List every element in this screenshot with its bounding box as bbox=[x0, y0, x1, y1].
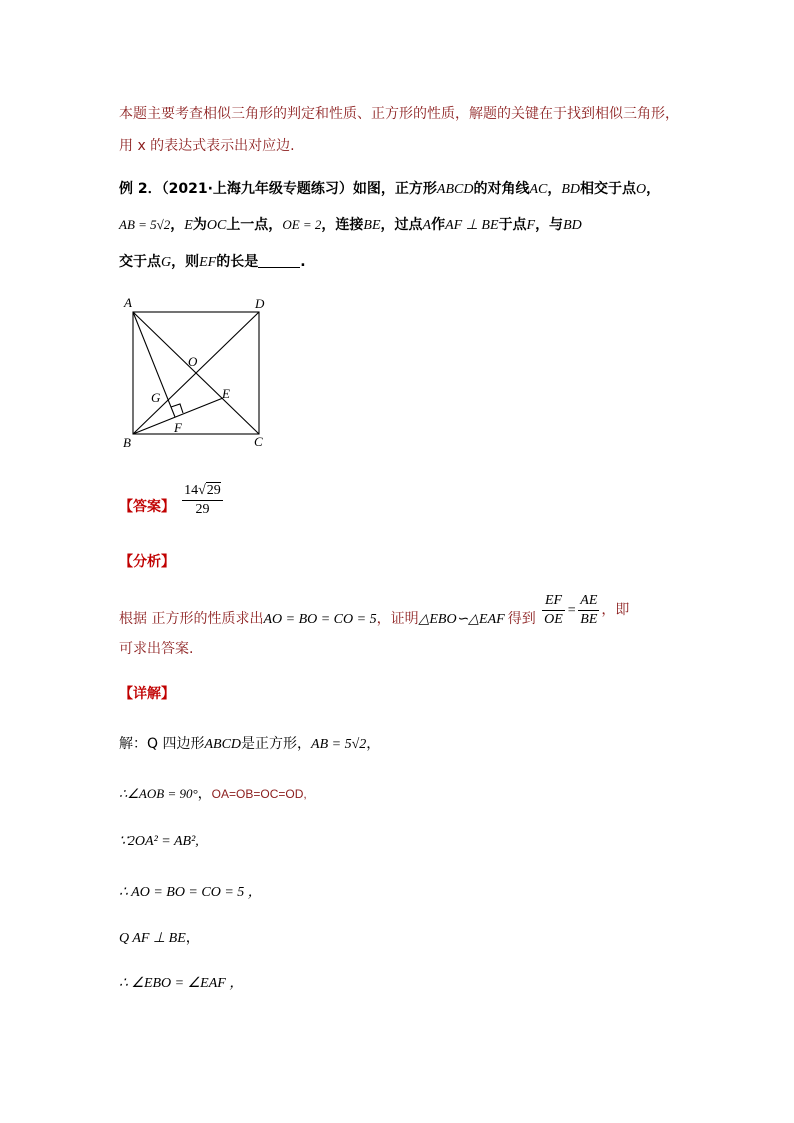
math-abcd: ABCD bbox=[436, 182, 474, 197]
analysis-text: ，证明 bbox=[376, 610, 419, 627]
answer-blank bbox=[258, 253, 300, 268]
fraction-denominator: BE bbox=[580, 612, 598, 627]
detail-text: 解：Q 四边形 bbox=[119, 736, 205, 752]
label-o: O bbox=[188, 354, 198, 369]
detail-step-6: ∴ ∠EBO = ∠EAF ， bbox=[119, 976, 244, 991]
fraction-numerator: EF bbox=[542, 592, 565, 611]
math-g: G bbox=[161, 255, 172, 270]
answer-denominator: 29 bbox=[195, 502, 210, 517]
problem-line-3 bbox=[119, 251, 306, 271]
analysis-text: ，即 bbox=[601, 601, 630, 618]
detail-text: ， bbox=[185, 930, 200, 946]
label-b: B bbox=[123, 435, 131, 450]
analysis-label: 【分析】 bbox=[119, 554, 175, 570]
analysis-text: 得到 bbox=[507, 610, 536, 627]
analysis-text: 根据 正方形的性质求出 bbox=[119, 610, 264, 627]
math-angle-aob: ∴∠AOB = 90° bbox=[119, 786, 198, 801]
fraction-denominator: OE bbox=[544, 612, 563, 627]
fraction-numerator: AE bbox=[578, 592, 599, 611]
detail-text: ， bbox=[366, 736, 381, 752]
answer-section bbox=[119, 482, 225, 519]
detail-text: ， bbox=[197, 786, 212, 802]
analysis-line-2: 可求出答案. bbox=[119, 641, 194, 657]
problem-text: 为 bbox=[192, 217, 207, 233]
label-g: G bbox=[151, 390, 161, 405]
problem-text: 于点 bbox=[498, 217, 527, 233]
problem-text: ，与 bbox=[535, 217, 564, 233]
problem-text: ， bbox=[170, 217, 185, 233]
math-similar: △EBO∽△EAF bbox=[418, 611, 505, 627]
math-f: F bbox=[526, 218, 536, 233]
fraction-ae-be bbox=[578, 592, 599, 629]
math-bd: BD bbox=[563, 218, 582, 233]
problem-text: 的对角线 bbox=[473, 181, 530, 197]
math-ao-eq: AO = BO = CO = 5 bbox=[263, 611, 377, 627]
detail-label: 【详解】 bbox=[119, 686, 175, 702]
math-ab-eq: AB = 5√2 bbox=[119, 217, 171, 232]
problem-text: ，则 bbox=[171, 254, 200, 270]
problem-text: ，连接 bbox=[321, 217, 364, 233]
math-o: O bbox=[636, 182, 647, 197]
detail-red-text: OA=OB=OC=OD, bbox=[211, 787, 307, 801]
math-oc: OC bbox=[206, 218, 227, 233]
label-a: A bbox=[124, 295, 132, 310]
detail-step-1 bbox=[119, 733, 380, 753]
problem-text: ， bbox=[646, 181, 661, 197]
detail-step-4: ∴ AO = BO = CO = 5 ， bbox=[119, 885, 262, 900]
problem-text: ，过点 bbox=[380, 217, 423, 233]
label-e: E bbox=[222, 386, 230, 401]
answer-radicand: 29 bbox=[206, 483, 221, 498]
answer-numerator: 14 bbox=[184, 483, 199, 498]
math-be: BE bbox=[363, 218, 381, 233]
analysis-line-1: 根据 正方形的性质求出AO = BO = CO = 5，证明△EBO∽△EAF 得到 $\frac{EF}{OE}$ = $\frac{AE}{BE}$ ，即 bbox=[119, 593, 630, 627]
math-oe-eq: OE = 2 bbox=[282, 217, 322, 232]
problem-text: 上一点， bbox=[226, 217, 283, 233]
problem-label: 例 2．（2021·上海九年级专题练习）如图，正方形 bbox=[119, 181, 437, 197]
math-ef: EF bbox=[199, 255, 217, 270]
fraction-ef-oe bbox=[542, 592, 565, 629]
detail-text: 是正方形， bbox=[241, 736, 312, 752]
summary-line-1: 本题主要考查相似三角形的判定和性质、正方形的性质，解题的关键在于找到相似三角形， bbox=[119, 106, 679, 122]
math-ab-eq: AB = 5√2 bbox=[311, 737, 367, 752]
math-af-perp: AF ⊥ BE bbox=[445, 218, 499, 233]
problem-text: 作 bbox=[431, 217, 446, 233]
answer-fraction: $\frac{14√29}{29}$ bbox=[184, 483, 221, 517]
math-ac: AC bbox=[529, 182, 548, 197]
label-d: D bbox=[255, 296, 265, 311]
answer-label: 【答案】 bbox=[119, 499, 175, 515]
problem-line-2 bbox=[119, 214, 582, 234]
problem-line-1 bbox=[119, 178, 660, 198]
problem-text: 相交于点 bbox=[580, 181, 637, 197]
math-bd: BD bbox=[561, 182, 581, 197]
detail-step-5 bbox=[119, 927, 200, 947]
problem-text: 的长是 bbox=[216, 254, 259, 270]
math-e: E bbox=[184, 218, 193, 233]
detail-step-2 bbox=[119, 783, 307, 803]
math-a: A bbox=[422, 218, 432, 233]
label-c: C bbox=[254, 434, 263, 449]
label-f: F bbox=[174, 420, 182, 435]
math-abcd: ABCD bbox=[204, 737, 242, 752]
problem-text: 交于点 bbox=[119, 254, 161, 270]
summary-line-2: 用 x 的表达式表示出对应边. bbox=[119, 138, 295, 154]
detail-step-3: ∵2OA² = AB², bbox=[119, 834, 199, 849]
problem-text: . bbox=[300, 254, 306, 270]
problem-text: ， bbox=[547, 181, 562, 197]
math-af-perp: Q AF ⊥ BE bbox=[119, 931, 186, 946]
geometry-figure bbox=[118, 292, 278, 454]
